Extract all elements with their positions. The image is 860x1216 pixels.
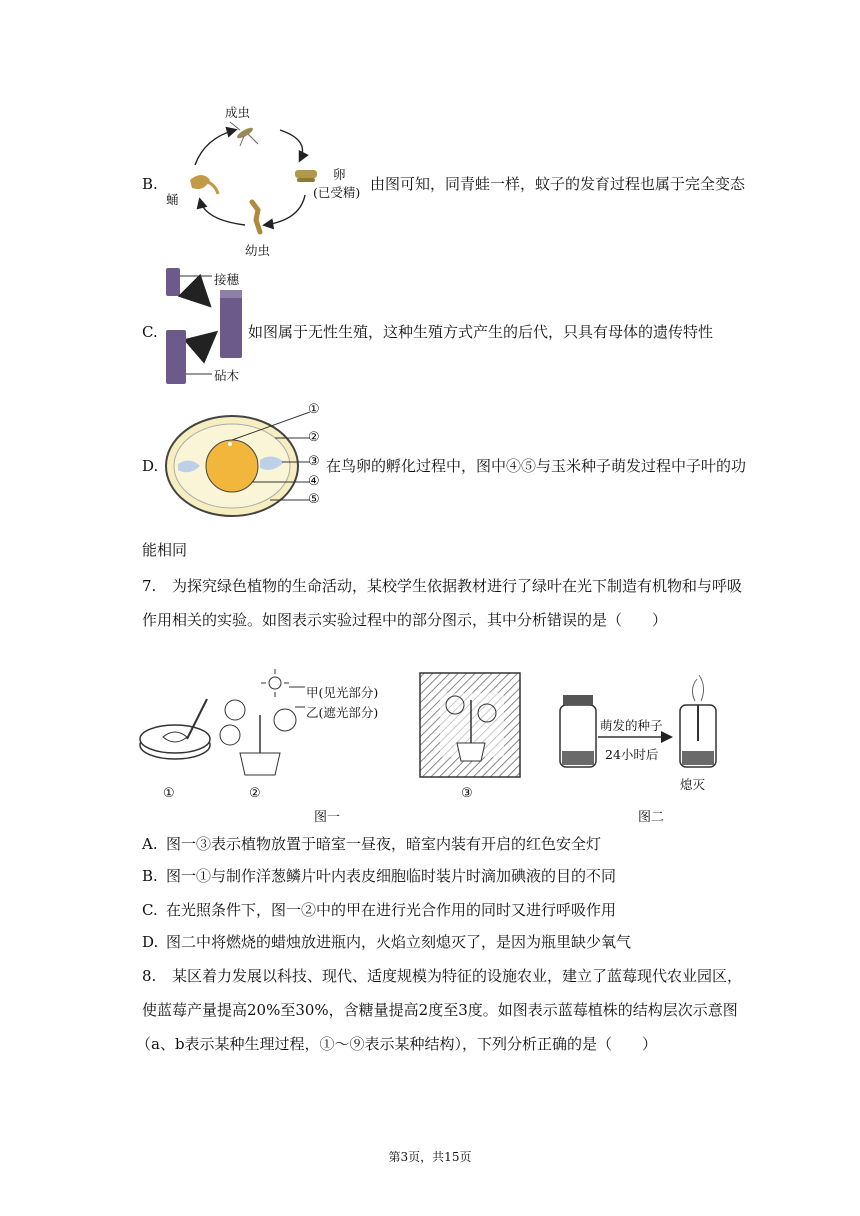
q7-option-a-text: 图一③表示植物放置于暗室一昼夜，暗室内装有开启的红色安全灯	[166, 835, 602, 853]
option-d-letter: D.	[142, 457, 159, 475]
q7-option-a-letter: A.	[142, 835, 158, 853]
marker-5: ⑤	[308, 492, 320, 507]
caption-figure-2: 图二	[638, 810, 665, 825]
q7-option-b-text: 图一①与制作洋葱鳞片叶内表皮细胞临时装片时滴加碘液的目的不同	[166, 867, 617, 885]
caption-figure-1: 图一	[314, 810, 341, 825]
q7-option-b-letter: B.	[142, 867, 158, 885]
fig-number-3: ③	[461, 786, 473, 801]
q7-number: 7.	[142, 577, 157, 595]
adult-mosquito-drawing	[230, 122, 258, 146]
option-d-text-continued: 能相同	[142, 541, 188, 559]
q8-number: 8.	[142, 967, 157, 985]
q8-line-1: 某区着力发展以科技、现代、适度规模为特征的设施农业，建立了蓝莓现代农业园区，	[172, 967, 743, 985]
label-jia: 甲(见光部分)	[306, 685, 379, 700]
q7-line-1: 为探究绿色植物的生命活动，某校学生依据教材进行了绿叶在光下制造有机物和与呼吸	[172, 577, 743, 595]
fig-number-2: ②	[249, 786, 261, 801]
page-footer: 第3页，共15页	[388, 1150, 472, 1164]
label-seeds: 萌发的种子	[600, 718, 663, 733]
q7-option-d-letter: D.	[142, 933, 159, 951]
egg-raft-drawing	[295, 170, 317, 182]
q8-line-3: （a、b表示某种生理过程，①～⑨表示某种结构），下列分析正确的是（ ）	[136, 1035, 658, 1053]
petri-dish-drawing	[140, 699, 210, 759]
dark-room-plant-drawing	[440, 693, 504, 761]
q7-line-2: 作用相关的实验。如图表示实验过程中的部分图示，其中分析错误的是（ ）	[142, 611, 668, 629]
option-b-text: 由图可知，同青蛙一样，蚊子的发育过程也属于完全变态	[370, 175, 746, 193]
option-d-text: 在鸟卵的孵化过程中，图中④⑤与玉米种子萌发过程中子叶的功	[326, 457, 747, 475]
marker-2: ②	[308, 430, 320, 445]
label-egg-note: (已受精)	[313, 185, 361, 200]
pupa-drawing	[190, 175, 218, 194]
bird-egg-figure	[160, 400, 310, 520]
label-yi: 乙(遮光部分)	[306, 705, 379, 720]
q7-option-d-text: 图二中将燃烧的蜡烛放进瓶内，火焰立刻熄灭了，是因为瓶里缺少氧气	[166, 933, 632, 951]
label-pupa: 蛹	[166, 192, 179, 207]
label-extinguished: 熄灭	[680, 777, 706, 792]
q7-option-c-letter: C.	[142, 901, 158, 919]
label-larva: 幼虫	[245, 243, 271, 258]
marker-1: ①	[308, 402, 320, 417]
marker-4: ④	[308, 474, 320, 489]
label-egg: 卵	[333, 167, 346, 182]
option-c-text: 如图属于无性生殖，这种生殖方式产生的后代，只具有母体的遗传特性	[248, 323, 714, 341]
option-b-letter: B.	[142, 175, 158, 193]
q8-line-2: 使蓝莓产量提高20%至30%，含糖量提高2度至3度。如图表示蓝莓植株的结构层次示意图	[142, 1001, 738, 1019]
potted-plant-sun-drawing	[220, 669, 305, 775]
label-scion: 接穗	[214, 272, 240, 287]
fig-number-1: ①	[163, 786, 175, 801]
marker-3: ③	[308, 454, 320, 469]
q7-option-c-text: 在光照条件下，图一②中的甲在进行光合作用的同时又进行呼吸作用	[166, 901, 617, 919]
option-c-letter: C.	[142, 323, 158, 341]
label-stock: 砧木	[214, 368, 240, 383]
label-adult: 成虫	[225, 105, 251, 120]
larva-drawing	[252, 202, 260, 232]
label-hours: 24小时后	[605, 747, 659, 762]
